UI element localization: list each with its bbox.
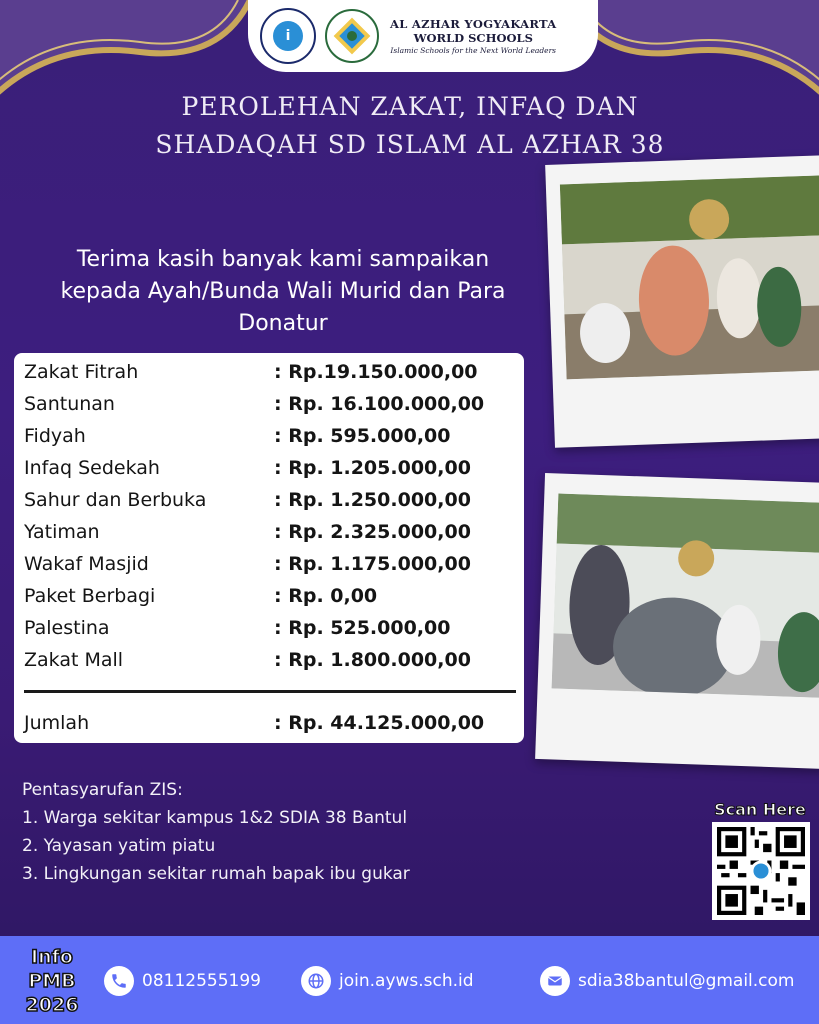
foundation-seal-logo [324,8,380,64]
distribution-item: 1. Warga sekitar kampus 1&2 SDIA 38 Bantul [22,808,408,828]
donation-value: : Rp. 1.175.000,00 [274,553,471,575]
donation-row [24,452,471,484]
email-address: sdia38bantul@gmail.com [578,971,795,991]
mosque-icon: i [273,21,303,51]
donation-label: Fidyah [24,425,86,447]
pmb-badge [18,945,86,1017]
pmb-line2: PMB [28,970,76,992]
pmb-line3: 2026 [25,994,79,1016]
donation-value: : Rp. 595.000,00 [274,425,451,447]
thanks-line1: Terima kasih banyak kami sampaikan [76,247,490,272]
title-line1: PEROLEHAN ZAKAT, INFAQ DAN [181,92,639,121]
donation-row [24,420,450,452]
globe-icon [301,966,331,996]
total-row [24,707,484,739]
donation-label: Paket Berbagi [24,585,156,607]
photo-distribution-2 [535,473,819,769]
donation-label: Yatiman [24,521,100,543]
mail-icon [540,966,570,996]
donation-row [24,356,478,388]
pmb-line1: Info [31,946,73,968]
donation-row [24,580,377,612]
distribution-list [22,776,410,888]
donation-label: Wakaf Masjid [24,553,149,575]
donation-value: : Rp. 1.205.000,00 [274,457,471,479]
total-value: : Rp. 44.125.000,00 [274,712,485,734]
brand-tagline: Islamic Schools for the Next World Leaders [390,46,557,55]
donation-value: : Rp. 2.325.000,00 [274,521,471,543]
contact-phone[interactable] [104,965,261,997]
donation-label: Palestina [24,617,110,639]
donation-label: Zakat Mall [24,649,124,671]
donation-value: : Rp. 525.000,00 [274,617,451,639]
thanks-line2: kepada Ayah/Bunda Wali Murid dan Para [60,279,506,304]
phone-number: 08112555199 [142,971,261,991]
donation-row [24,548,471,580]
thanks-line3: Donatur [238,311,328,336]
donation-value: : Rp. 1.250.000,00 [274,489,471,511]
donation-label: Santunan [24,393,115,415]
distribution-item: 3. Lingkungan sekitar rumah bapak ibu gukar [22,864,410,884]
donation-value: : Rp. 0,00 [274,585,378,607]
donation-value: : Rp.19.150.000,00 [274,361,478,383]
donation-value: : Rp. 16.100.000,00 [274,393,485,415]
donation-row [24,612,450,644]
donation-label: Sahur dan Berbuka [24,489,207,511]
donation-row [24,484,471,516]
brand-line2: WORLD SCHOOLS [413,31,533,45]
contact-website[interactable] [301,965,474,997]
event-photo-scene [552,494,819,699]
donation-value: : Rp. 1.800.000,00 [274,649,471,671]
thanks-message [18,244,548,340]
donation-label: Infaq Sedekah [24,457,160,479]
website-url: join.ayws.sch.id [339,971,474,991]
total-label: Jumlah [24,712,90,734]
phone-icon [104,966,134,996]
title-line2: SHADAQAH SD ISLAM AL AZHAR 38 [155,130,665,159]
brand-line1: AL AZHAR YOGYAKARTA [390,17,557,31]
qr-code[interactable] [712,822,810,920]
total-divider [24,690,516,693]
qr-code-icon [717,827,805,915]
brand-text [390,17,556,55]
school-seal-logo [260,8,316,64]
scan-label: Scan Here [714,800,806,819]
donation-row [24,516,471,548]
donation-label: Zakat Fitrah [24,361,139,383]
event-photo-scene [560,175,819,379]
logo-header [248,0,598,72]
photo-distribution-1 [545,155,819,448]
distribution-title: Pentasyarufan ZIS: [22,780,183,800]
contact-email[interactable] [540,965,795,997]
donation-table [14,353,524,743]
page-title [100,88,720,164]
donation-row [24,388,484,420]
distribution-item: 2. Yayasan yatim piatu [22,836,216,856]
donation-row [24,644,471,676]
